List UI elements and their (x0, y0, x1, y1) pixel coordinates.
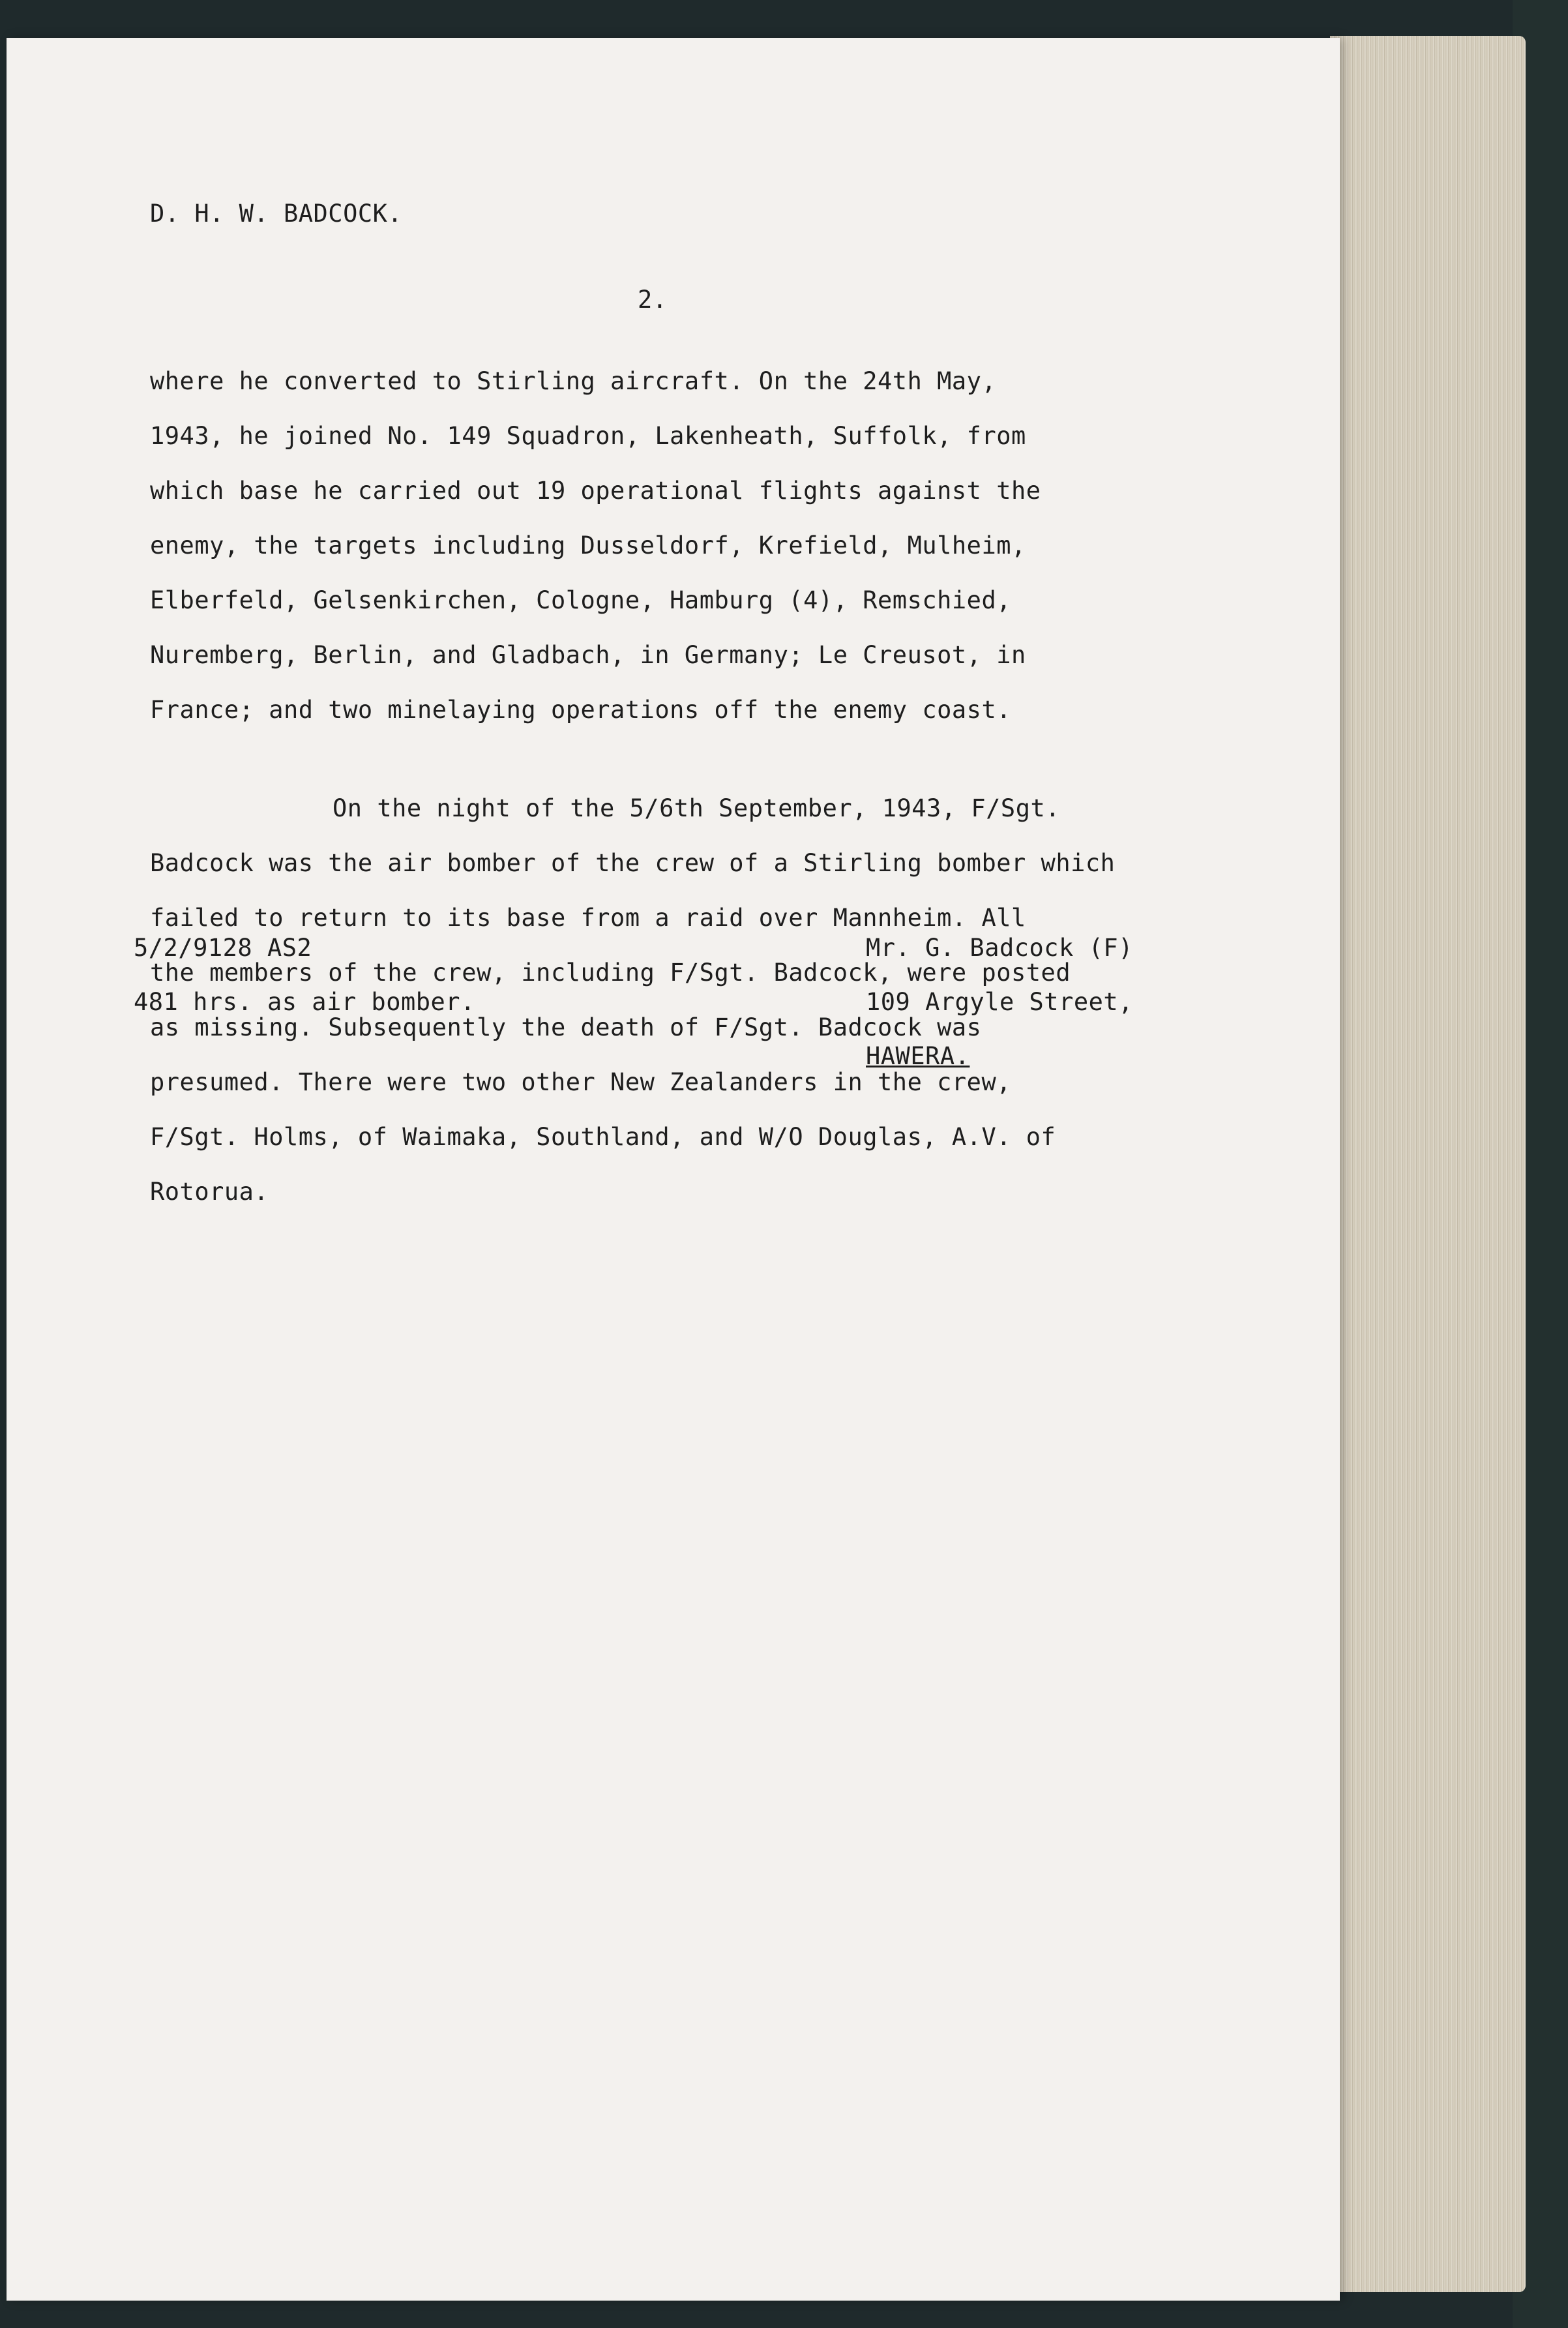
document-header: D. H. W. BADCOCK. (150, 200, 403, 228)
text-line: enemy, the targets including Dusseldorf, Krefield, Mulheim, (150, 531, 1026, 560)
hours-note: 481 hrs. as air bomber. (134, 988, 475, 1016)
addressee-town: HAWERA. (866, 1042, 970, 1070)
text-line: as missing. Subsequently the death of F/Sgt. Badcock was (150, 1013, 982, 1041)
text-line: Nuremberg, Berlin, and Gladbach, in Germany; Le Creusot, in (150, 641, 1026, 669)
text-line: which base he carried out 19 operational flights against the (150, 477, 1041, 505)
addressee-name: Mr. G. Badcock (F) (866, 934, 1133, 962)
text-line: F/Sgt. Holms, of Waimaka, Southland, and W/O Douglas, A.V. of (150, 1123, 1056, 1151)
text-line: 1943, he joined No. 149 Squadron, Lakenheath, Suffolk, from (150, 422, 1026, 450)
text-line: On the night of the 5/6th September, 1943, F/Sgt. (333, 794, 1061, 822)
text-line: failed to return to its base from a raid over Mannheim. All (150, 904, 1026, 932)
text-line: presumed. There were two other New Zealanders in the crew, (150, 1068, 1012, 1096)
paragraph-1 (150, 354, 1310, 738)
text-line: Badcock was the air bomber of the crew of a Stirling bomber which (150, 849, 1116, 877)
text-line: the members of the crew, including F/Sgt. Badcock, were posted (150, 959, 1071, 987)
text-line: Elberfeld, Gelsenkirchen, Cologne, Hamburg (4), Remschied, (150, 586, 1012, 614)
text-line: France; and two minelaying operations off the enemy coast. (150, 696, 1012, 724)
file-reference: 5/2/9128 AS2 (134, 934, 312, 962)
document-page (7, 38, 1340, 2301)
text-line: Rotorua. (150, 1178, 269, 1206)
page-edges (1330, 36, 1526, 2292)
addressee-street: 109 Argyle Street, (866, 988, 1133, 1016)
page-number: 2. (638, 286, 668, 314)
text-line: where he converted to Stirling aircraft. On the 24th May, (150, 367, 997, 395)
